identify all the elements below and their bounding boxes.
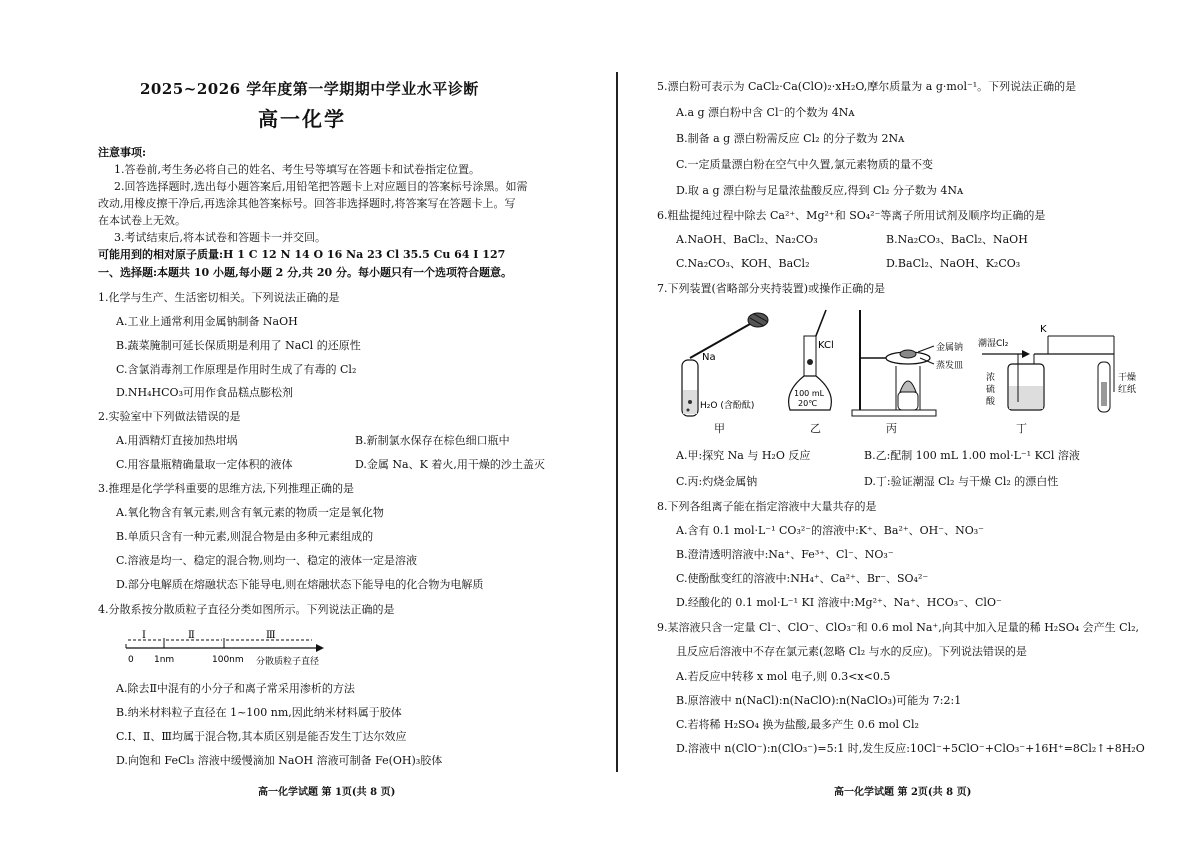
q7-option-d: D.丁:验证潮湿 Cl₂ 与干燥 Cl₂ 的漂白性 — [864, 475, 1059, 488]
q9-option-d: D.溶液中 n(ClO⁻):n(ClO₃⁻)=5:1 时,发生反应:10Cl⁻+5ClO⁻+ClO₃⁻+16H⁺=8Cl₂↑+8H₂O — [676, 742, 1145, 755]
apparatus-bing — [846, 306, 996, 426]
q7-option-a: A.甲:探究 Na 与 H₂O 反应 — [676, 449, 811, 462]
label-kcl: KCl — [818, 340, 834, 351]
notice-line: 在本试卷上无效。 — [98, 214, 186, 227]
question-7-stem: 7.下列装置(省略部分夹持装置)或操作正确的是 — [657, 282, 886, 295]
q8-option-a: A.含有 0.1 mol·L⁻¹ CO₃²⁻的溶液中:K⁺、Ba²⁺、OH⁻、NO₃⁻ — [676, 524, 984, 537]
apparatus-ding — [978, 306, 1158, 426]
q6-option-c: C.Na₂CO₃、KOH、BaCl₂ — [676, 257, 810, 270]
column-divider — [616, 72, 618, 772]
question-9-stem: 9.某溶液只含一定量 Cl⁻、ClO⁻、ClO₃⁻和 0.6 mol Na⁺,向其中加入足量的稀 H₂SO₄ 会产生 Cl₂, — [657, 621, 1139, 634]
section-heading: 一、选择题:本题共 10 小题,每小题 2 分,共 20 分。每小题只有一个选项符合题意。 — [98, 266, 512, 279]
exam-title: 2025~2026 学年度第一学期期中学业水平诊断 — [140, 80, 479, 98]
label-wet-cl2: 潮湿Cl₂ — [978, 339, 1009, 349]
caption-bing: 丙 — [886, 422, 897, 435]
q2-option-d: D.金属 Na、K 着火,用干燥的沙土盖灭 — [355, 458, 545, 471]
page-footer: 高一化学试题 第 1页(共 8 页) — [258, 787, 396, 798]
apparatus-yi — [782, 306, 852, 426]
apparatus-jia — [680, 306, 780, 430]
subject-title: 高一化学 — [258, 107, 346, 131]
caption-ding: 丁 — [1016, 422, 1027, 435]
axis-tick-100nm: 100nm — [212, 655, 244, 665]
label-acid-1: 浓 — [986, 373, 996, 383]
notice-line: 1.答卷前,考生务必将自己的姓名、考生号等填写在答题卡和试卷指定位置。 — [114, 163, 480, 176]
q9-option-c: C.若将稀 H₂SO₄ 换为盐酸,最多产生 0.6 mol Cl₂ — [676, 718, 919, 731]
q8-option-c: C.使酚酞变红的溶液中:NH₄⁺、Ca²⁺、Br⁻、SO₄²⁻ — [676, 572, 929, 585]
question-3-stem: 3.推理是化学学科重要的思维方法,下列推理正确的是 — [98, 482, 354, 495]
label-100ml: 100 mL — [794, 389, 825, 398]
axis-tick-0: 0 — [128, 655, 134, 665]
notice-line: 改动,用橡皮擦干净后,再选涂其他答案标号。回答非选择题时,将答案写在答题卡上。写 — [98, 197, 516, 210]
question-6-stem: 6.粗盐提纯过程中除去 Ca²⁺、Mg²⁺和 SO₄²⁻等离子所用试剂及顺序均正确的是 — [657, 209, 1046, 222]
question-2-stem: 2.实验室中下列做法错误的是 — [98, 410, 241, 423]
question-8-stem: 8.下列各组离子能在指定溶液中大量共存的是 — [657, 500, 877, 513]
q3-option-c: C.溶液是均一、稳定的混合物,则均一、稳定的液体一定是溶液 — [116, 554, 418, 567]
q1-option-a: A.工业上通常利用金属钠制备 NaOH — [116, 315, 298, 328]
q4-option-b: B.纳米材料粒子直径在 1~100 nm,因此纳米材料属于胶体 — [116, 706, 402, 719]
question-1-stem: 1.化学与生产、生活密切相关。下列说法正确的是 — [98, 291, 340, 304]
q1-option-d: D.NH₄HCO₃可用作食品糕点膨松剂 — [116, 386, 293, 399]
page-2 — [624, 0, 1200, 847]
caption-yi: 乙 — [810, 422, 821, 435]
axis-title: 分散质粒子直径 — [256, 657, 320, 667]
q3-option-d: D.部分电解质在熔融状态下能导电,则在熔融状态下能导电的化合物为电解质 — [116, 578, 484, 591]
q9-option-b: B.原溶液中 n(NaCl):n(NaClO):n(NaClO₃)可能为 7:2:1 — [676, 694, 962, 707]
page-footer: 高一化学试题 第 2页(共 8 页) — [834, 787, 972, 798]
label-water: H₂O (含酚酞) — [700, 401, 755, 411]
q4-option-d: D.向饱和 FeCl₃ 溶液中缓慢滴加 NaOH 溶液可制备 Fe(OH)₃胶体 — [116, 754, 443, 767]
q6-option-a: A.NaOH、BaCl₂、Na₂CO₃ — [676, 233, 818, 246]
q5-option-b: B.制备 a g 漂白粉需反应 Cl₂ 的分子数为 2Nᴀ — [676, 132, 905, 145]
axis-tick-1nm: 1nm — [154, 655, 175, 665]
range-label-2: Ⅱ — [188, 630, 195, 641]
q3-option-b: B.单质只含有一种元素,则混合物是由多种元素组成的 — [116, 530, 374, 543]
q2-option-b: B.新制氯水保存在棕色细口瓶中 — [355, 434, 510, 447]
label-dry-2: 红纸 — [1118, 385, 1137, 395]
label-metal: 金属钠 — [936, 343, 964, 353]
label-k: K — [1040, 324, 1047, 335]
caption-jia: 甲 — [714, 422, 725, 435]
q6-option-d: D.BaCl₂、NaOH、K₂CO₃ — [886, 257, 1021, 270]
atomic-mass: 可能用到的相对原子质量:H 1 C 12 N 14 O 16 Na 23 Cl 35.5 Cu 64 I 127 — [98, 248, 506, 261]
q4-option-c: C.Ⅰ、Ⅱ、Ⅲ均属于混合物,其本质区别是能否发生丁达尔效应 — [116, 730, 407, 743]
q2-option-c: C.用容量瓶精确量取一定体积的液体 — [116, 458, 293, 471]
label-dry-1: 干燥 — [1118, 373, 1137, 383]
q7-option-b: B.乙:配制 100 mL 1.00 mol·L⁻¹ KCl 溶液 — [864, 449, 1080, 462]
q8-option-d: D.经酸化的 0.1 mol·L⁻¹ KI 溶液中:Mg²⁺、Na⁺、HCO₃⁻、ClO⁻ — [676, 596, 1002, 609]
notice-title: 注意事项: — [98, 146, 147, 159]
range-label-1: Ⅰ — [142, 630, 146, 641]
q5-option-a: A.a g 漂白粉中含 Cl⁻的个数为 4Nᴀ — [676, 106, 855, 119]
range-label-3: Ⅲ — [266, 630, 276, 641]
q4-option-a: A.除去Ⅱ中混有的小分子和离子常采用渗析的方法 — [116, 682, 355, 695]
q1-option-c: C.含氯消毒剂工作原理是作用时生成了有毒的 Cl₂ — [116, 363, 357, 376]
q6-option-b: B.Na₂CO₃、BaCl₂、NaOH — [886, 233, 1028, 246]
question-9-stem-cont: 且反应后溶液中不存在氯元素(忽略 Cl₂ 与水的反应)。下列说法错误的是 — [676, 645, 1027, 658]
question-5-stem: 5.漂白粉可表示为 CaCl₂·Ca(ClO)₂·xH₂O,摩尔质量为 a g·mol⁻¹。下列说法正确的是 — [657, 80, 1077, 93]
label-acid-2: 硫 — [986, 385, 996, 395]
q9-option-a: A.若反应中转移 x mol 电子,则 0.3<x<0.5 — [676, 670, 891, 683]
q1-option-b: B.蔬菜腌制可延长保质期是利用了 NaCl 的还原性 — [116, 339, 361, 352]
q3-option-a: A.氧化物含有氧元素,则含有氧元素的物质一定是氧化物 — [116, 506, 384, 519]
dispersion-diagram — [120, 626, 360, 674]
q5-option-d: D.取 a g 漂白粉与足量浓盐酸反应,得到 Cl₂ 分子数为 4Nᴀ — [676, 184, 964, 197]
label-acid-3: 酸 — [986, 397, 996, 407]
q8-option-b: B.澄清透明溶液中:Na⁺、Fe³⁺、Cl⁻、NO₃⁻ — [676, 548, 894, 561]
q5-option-c: C.一定质量漂白粉在空气中久置,氯元素物质的量不变 — [676, 158, 934, 171]
q7-option-c: C.丙:灼烧金属钠 — [676, 475, 758, 488]
notice-line: 3.考试结束后,将本试卷和答题卡一并交回。 — [114, 231, 326, 244]
q2-option-a: A.用酒精灯直接加热坩埚 — [116, 434, 238, 447]
label-dish: 蒸发皿 — [936, 361, 964, 371]
label-na: Na — [702, 352, 716, 363]
label-temp: 20℃ — [798, 399, 818, 408]
notice-line: 2.回答选择题时,选出每小题答案后,用铅笔把答题卡上对应题目的答案标号涂黑。如需 — [114, 180, 528, 193]
question-4-stem: 4.分散系按分散质粒子直径分类如图所示。下列说法正确的是 — [98, 603, 395, 616]
